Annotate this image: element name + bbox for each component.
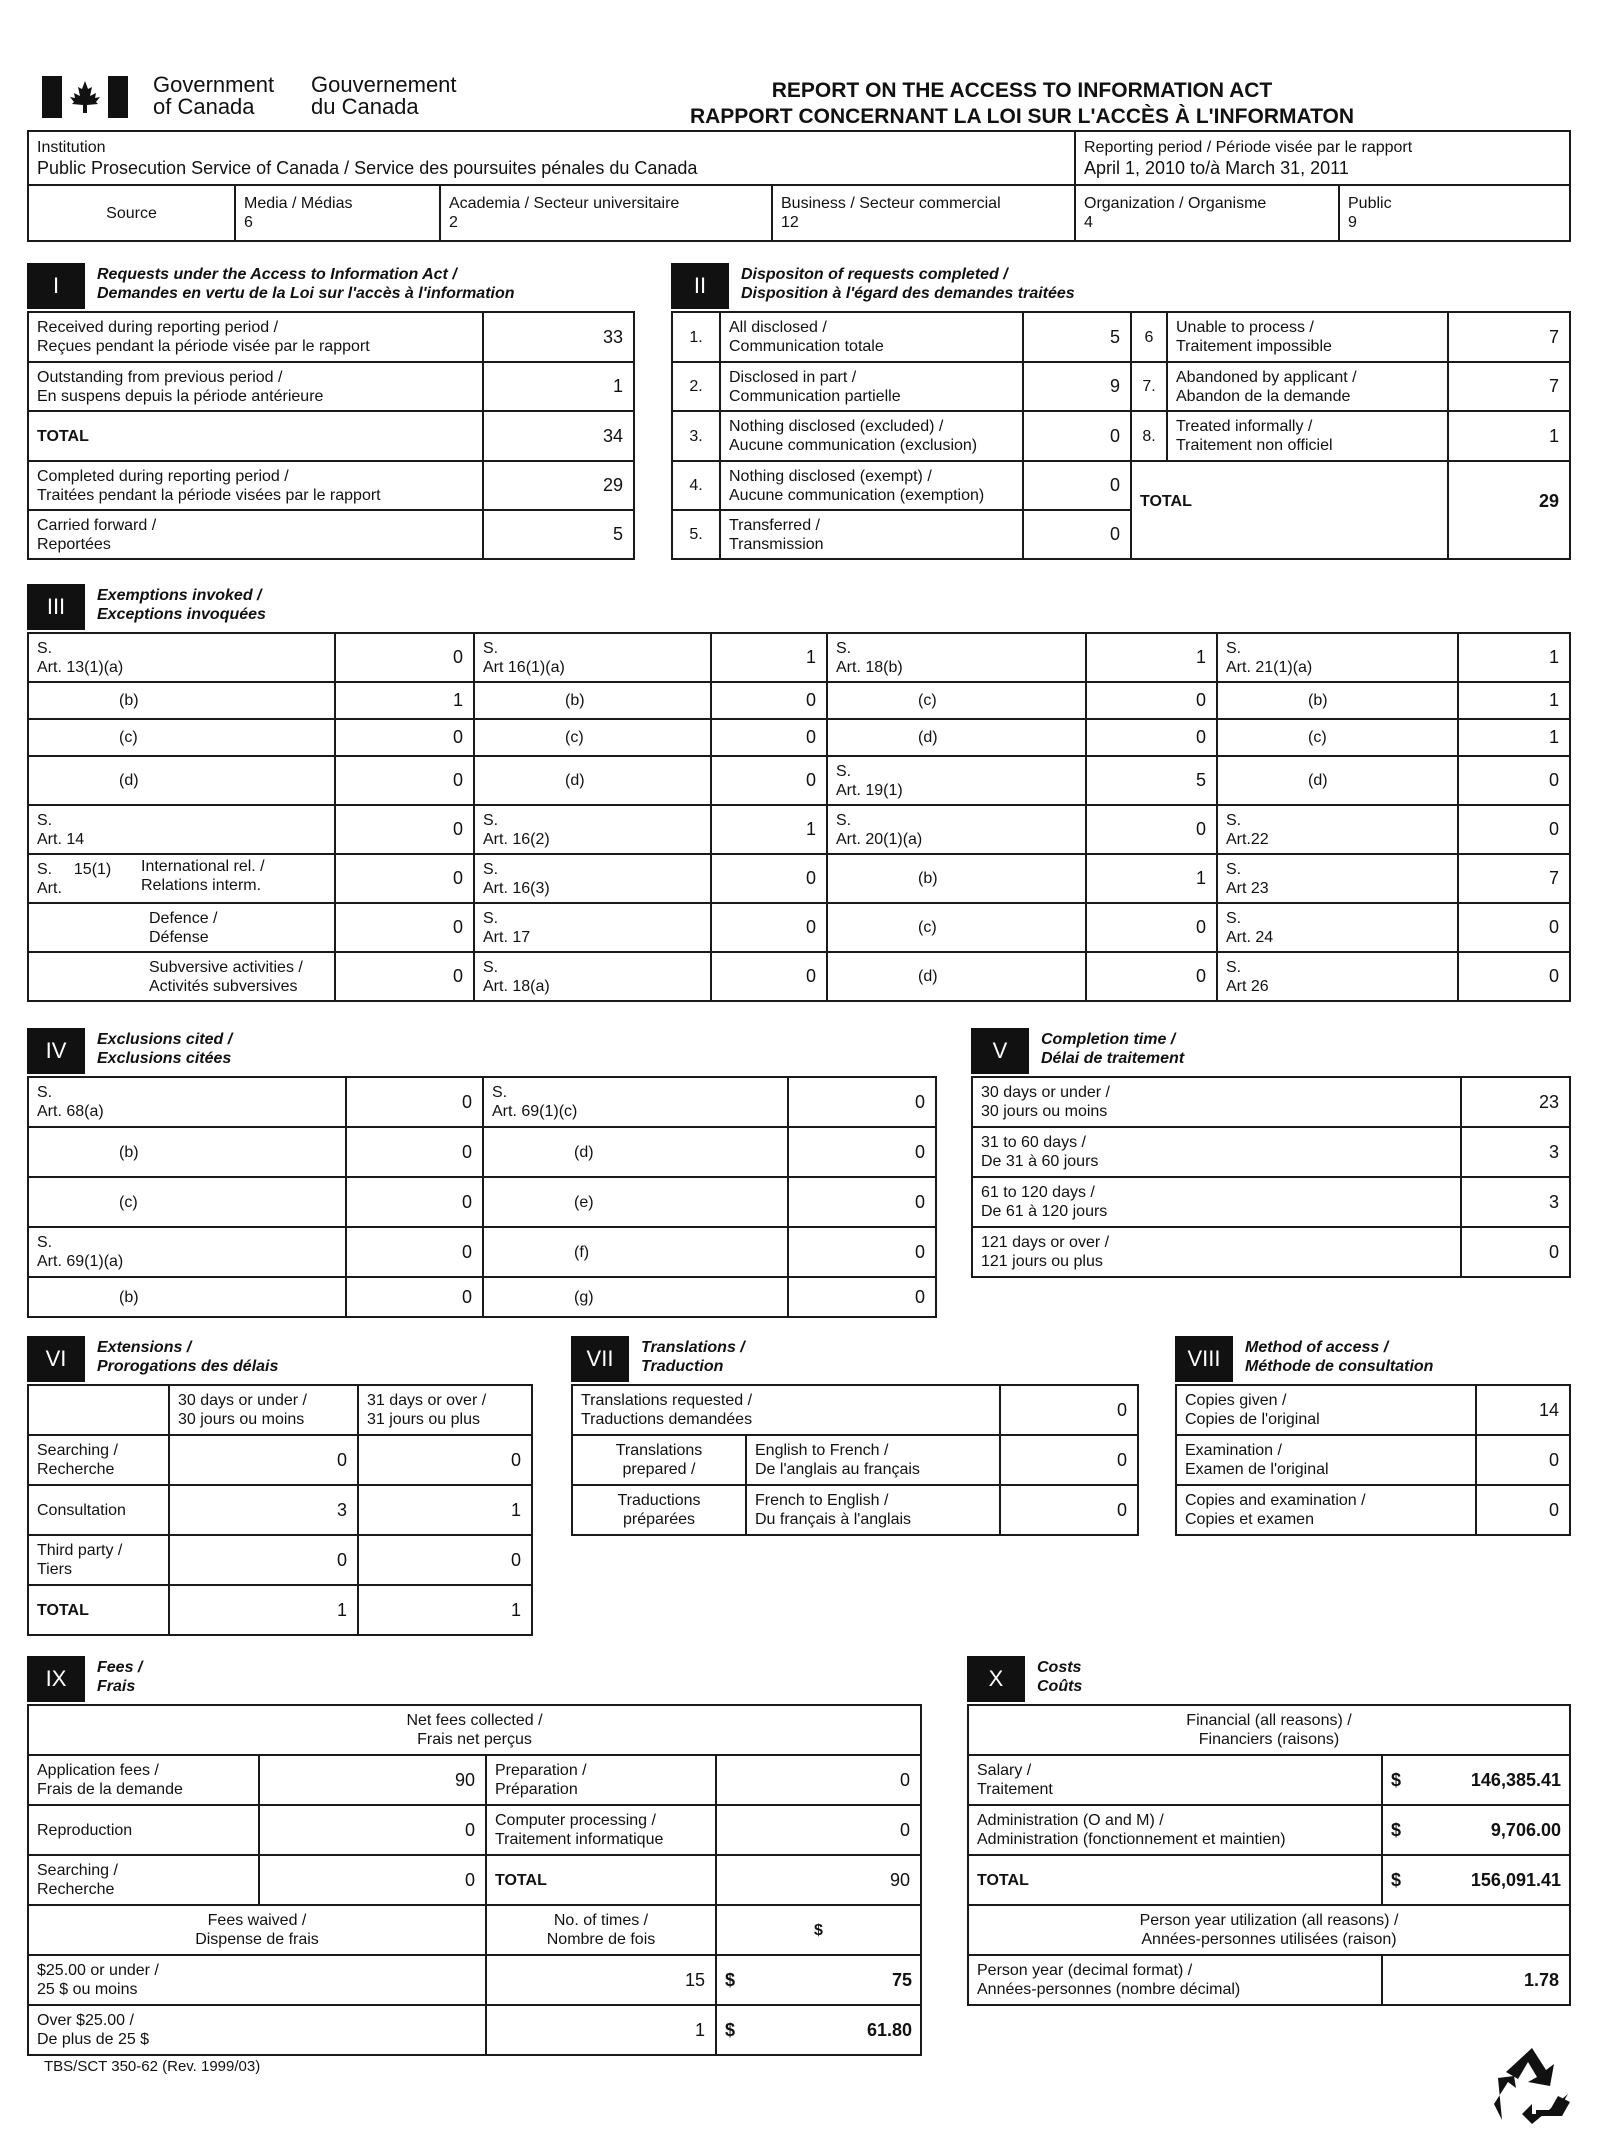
fees-table [27, 1704, 922, 2056]
cost-total-value: $ 156,091.41 [1382, 1855, 1570, 1905]
english-to-french-label: English to French / De l'anglais au français [746, 1435, 1000, 1485]
exclusion-label: (d) [483, 1127, 788, 1177]
exemption-label: S. Art.22 [1217, 805, 1458, 854]
requests-table [27, 311, 635, 560]
disp-label: Transferred / Transmission [720, 510, 1023, 559]
exemptions-table [27, 632, 1571, 1002]
waived-amount: $ 75 [716, 1955, 921, 2005]
exemption-value: 0 [1086, 682, 1217, 719]
exclusion-value: 0 [346, 1177, 483, 1227]
exclusion-value: 0 [788, 1077, 936, 1127]
ext-value: 1 [358, 1485, 532, 1535]
fee-label: Application fees / Frais de la demande [28, 1755, 259, 1805]
fee-label: Computer processing / Traitement informatique [486, 1805, 716, 1855]
time-value: 0 [1461, 1227, 1570, 1277]
french-to-english-value: 0 [1000, 1485, 1138, 1535]
translations-prepared-label: Translations prepared / [572, 1435, 746, 1485]
translations-requested-value: 0 [1000, 1385, 1138, 1435]
cost-total-label: TOTAL [968, 1855, 1382, 1905]
exclusion-label: (b) [28, 1277, 346, 1317]
exemption-label: S. Art. 19(1) [827, 756, 1086, 805]
ext-header-30: 30 days or under / 30 jours ou moins [169, 1385, 358, 1435]
dollar-header: $ [716, 1905, 921, 1955]
disp-num: 5. [672, 510, 720, 559]
exemption-value: 0 [335, 903, 474, 952]
exemption-label: (d) [1217, 756, 1458, 805]
section-iv-header: IV Exclusions cited / Exclusions citées [27, 1028, 627, 1074]
section-viii-header: VIII Method of access / Méthode de consultation [1175, 1336, 1571, 1382]
time-value: 3 [1461, 1177, 1570, 1227]
disp-total-value: 29 [1448, 461, 1570, 559]
time-label: 121 days or over / 121 jours ou plus [972, 1227, 1461, 1277]
extensions-table [27, 1384, 533, 1636]
exemption-label: S. Art. 17 [474, 903, 711, 952]
canada-flag-logo [42, 76, 128, 118]
ext-value: 0 [358, 1435, 532, 1485]
exemption-label: (c) [1217, 719, 1458, 756]
time-label: 31 to 60 days / De 31 à 60 jours [972, 1127, 1461, 1177]
exemption-value: 1 [1458, 682, 1570, 719]
exemption-label: S. Art 16(1)(a) [474, 633, 711, 682]
section-vii-header: VII Translations / Traduction [571, 1336, 971, 1382]
section-ii-header: II Dispositon of requests completed / Disposition à l'égard des demandes traitées [671, 263, 1271, 309]
exemption-label: S. Art. 13(1)(a) [28, 633, 335, 682]
financial-header: Financial (all reasons) / Financiers (raisons) [968, 1705, 1570, 1755]
french-to-english-label: French to English / Du français à l'anglais [746, 1485, 1000, 1535]
exemption-value: 0 [711, 719, 827, 756]
person-year-header: Person year utilization (all reasons) / Années-personnes utilisées (raison) [968, 1905, 1570, 1955]
fees-waived-header: Fees waived / Dispense de frais [28, 1905, 486, 1955]
fee-value: 90 [259, 1755, 486, 1805]
exclusion-label: (f) [483, 1227, 788, 1277]
exemption-label: (c) [474, 719, 711, 756]
access-label: Examination / Examen de l'original [1176, 1435, 1476, 1485]
disp-value: 0 [1023, 411, 1131, 461]
section-v-header: V Completion time / Délai de traitement [971, 1028, 1571, 1074]
time-value: 23 [1461, 1077, 1570, 1127]
exclusion-label: S. Art. 69(1)(a) [28, 1227, 346, 1277]
cost-value: $ 146,385.41 [1382, 1755, 1570, 1805]
translations-table [571, 1384, 1139, 1536]
person-year-label: Person year (decimal format) / Années-personnes (nombre décimal) [968, 1955, 1382, 2005]
fee-label: Reproduction [28, 1805, 259, 1855]
access-value: 0 [1476, 1435, 1570, 1485]
exclusion-label: S. Art. 68(a) [28, 1077, 346, 1127]
english-to-french-value: 0 [1000, 1435, 1138, 1485]
disp-value: 1 [1448, 411, 1570, 461]
recycle-icon [1488, 2042, 1576, 2126]
ext-label: Searching / Recherche [28, 1435, 169, 1485]
disp-num: 1. [672, 312, 720, 362]
source-media: Media / Médias 6 [235, 185, 440, 241]
exemption-value: 0 [711, 682, 827, 719]
exclusion-value: 0 [788, 1177, 936, 1227]
exemption-value: 1 [1086, 633, 1217, 682]
institution-cell: Institution Public Prosecution Service of Canada / Service des poursuites pénales du Canada [28, 131, 1075, 185]
time-value: 3 [1461, 1127, 1570, 1177]
disp-value: 7 [1448, 312, 1570, 362]
exemption-label: S. Art. 24 [1217, 903, 1458, 952]
disp-value: 5 [1023, 312, 1131, 362]
exclusion-label: (b) [28, 1127, 346, 1177]
exemption-value: 0 [335, 854, 474, 903]
fee-value: 0 [716, 1805, 921, 1855]
exclusion-value: 0 [346, 1277, 483, 1317]
exemption-value: 0 [1086, 952, 1217, 1001]
exemption-label: Subversive activities / Activités subversives [28, 952, 335, 1001]
exemption-value: 0 [1458, 952, 1570, 1001]
government-wordmark-en: Government of Canada [153, 72, 275, 119]
disp-label: Abandoned by applicant / Abandon de la demande [1167, 362, 1448, 411]
method-of-access-table [1175, 1384, 1571, 1536]
waived-label: $25.00 or under / 25 $ ou moins [28, 1955, 486, 2005]
exemption-label: S. Art 26 [1217, 952, 1458, 1001]
time-label: 30 days or under / 30 jours ou moins [972, 1077, 1461, 1127]
received-value: 33 [483, 312, 634, 362]
exemption-value: 0 [1458, 805, 1570, 854]
exemption-value: 1 [1458, 719, 1570, 756]
exclusion-value: 0 [346, 1077, 483, 1127]
exemption-value: 0 [1458, 903, 1570, 952]
exemption-value: 0 [335, 952, 474, 1001]
completed-value: 29 [483, 461, 634, 510]
ext-value: 1 [169, 1585, 358, 1635]
person-year-value: 1.78 [1382, 1955, 1570, 2005]
disp-label: Nothing disclosed (excluded) / Aucune communication (exclusion) [720, 411, 1023, 461]
access-value: 0 [1476, 1485, 1570, 1535]
exclusion-value: 0 [788, 1277, 936, 1317]
exemption-label: S. Art 23 [1217, 854, 1458, 903]
traductions-preparees-label: Traductions préparées [572, 1485, 746, 1535]
exemption-value: 0 [711, 903, 827, 952]
outstanding-label: Outstanding from previous period / En suspens depuis la période antérieure [28, 362, 483, 411]
ext-value: 0 [169, 1535, 358, 1585]
form-number: TBS/SCT 350-62 (Rev. 1999/03) [44, 2058, 261, 2075]
government-wordmark-fr: Gouvernement du Canada [311, 72, 457, 119]
source-label: Source [28, 185, 235, 241]
exemption-value: 1 [711, 805, 827, 854]
source-business: Business / Secteur commercial 12 [772, 185, 1075, 241]
exemption-label: (b) [28, 682, 335, 719]
exemption-label: S. Art. 16(2) [474, 805, 711, 854]
section-vi-header: VI Extensions / Prorogations des délais [27, 1336, 527, 1382]
disp-label: All disclosed / Communication totale [720, 312, 1023, 362]
exemption-value: 1 [1458, 633, 1570, 682]
exemption-label: S. Art. 16(3) [474, 854, 711, 903]
cost-label: Salary / Traitement [968, 1755, 1382, 1805]
access-value: 14 [1476, 1385, 1570, 1435]
exemption-value: 0 [711, 952, 827, 1001]
exemption-label: (d) [827, 719, 1086, 756]
ext-value: 1 [358, 1585, 532, 1635]
exemption-value: 0 [1458, 756, 1570, 805]
disp-value: 7 [1448, 362, 1570, 411]
reporting-period-cell: Reporting period / Période visée par le rapport April 1, 2010 to/à March 31, 2011 [1075, 131, 1570, 185]
empty-cell [28, 1385, 169, 1435]
section-x-header: X Costs Coûts [967, 1656, 1367, 1702]
disp-num: 8. [1131, 411, 1167, 461]
exemption-label: S. Art. 18(a) [474, 952, 711, 1001]
section-i-header: I Requests under the Access to Information Act / Demandes en vertu de la Loi sur l'accès à l'information [27, 263, 627, 309]
exemption-value: 0 [335, 633, 474, 682]
cost-label: Administration (O and M) / Administration (fonctionnement et maintien) [968, 1805, 1382, 1855]
source-academia: Academia / Secteur universitaire 2 [440, 185, 772, 241]
ext-label: Third party / Tiers [28, 1535, 169, 1585]
exemption-label: S. Art. 14 [28, 805, 335, 854]
exclusion-value: 0 [788, 1127, 936, 1177]
exemption-label: (d) [827, 952, 1086, 1001]
ext-value: 0 [358, 1535, 532, 1585]
exemption-value: 0 [335, 719, 474, 756]
exemption-value: 0 [335, 756, 474, 805]
exclusion-value: 0 [346, 1127, 483, 1177]
exemption-label: (d) [474, 756, 711, 805]
exemption-value: 0 [1086, 805, 1217, 854]
translations-requested-label: Translations requested / Traductions demandées [572, 1385, 1000, 1435]
disp-label: Disclosed in part / Communication partielle [720, 362, 1023, 411]
exemption-value: 1 [1086, 854, 1217, 903]
exemption-value: 5 [1086, 756, 1217, 805]
received-label: Received during reporting period / Reçues pendant la période visée par le rapport [28, 312, 483, 362]
exclusion-value: 0 [788, 1227, 936, 1277]
disp-num: 7. [1131, 362, 1167, 411]
report-title: REPORT ON THE ACCESS TO INFORMATION ACT RAPPORT CONCERNANT LA LOI SUR L'ACCÈS À L'INFORMATON [689, 79, 1355, 128]
exemption-value: 7 [1458, 854, 1570, 903]
exemption-value: 0 [335, 805, 474, 854]
disp-label: Unable to process / Traitement impossible [1167, 312, 1448, 362]
disp-label: Nothing disclosed (exempt) / Aucune communication (exemption) [720, 461, 1023, 510]
net-fees-header: Net fees collected / Frais net perçus [28, 1705, 921, 1755]
waived-count: 1 [486, 2005, 716, 2055]
exemption-label: S. Art. 18(b) [827, 633, 1086, 682]
completed-label: Completed during reporting period / Traitées pendant la période visées par le rapport [28, 461, 483, 510]
exclusion-label: (e) [483, 1177, 788, 1227]
exemption-label: Defence / Défense [28, 903, 335, 952]
exclusions-table [27, 1076, 937, 1318]
ext-value: 3 [169, 1485, 358, 1535]
exclusion-label: S. Art. 69(1)(c) [483, 1077, 788, 1127]
exemption-label: S. Art. 21(1)(a) [1217, 633, 1458, 682]
exemption-label: (b) [474, 682, 711, 719]
exclusion-label: (c) [28, 1177, 346, 1227]
source-public: Public 9 [1339, 185, 1570, 241]
disp-num: 4. [672, 461, 720, 510]
waived-count: 15 [486, 1955, 716, 2005]
fee-label: Preparation / Préparation [486, 1755, 716, 1805]
disposition-table [671, 311, 1571, 560]
source-organization: Organization / Organisme 4 [1075, 185, 1339, 241]
carried-forward-label: Carried forward / Reportées [28, 510, 483, 559]
exemption-label: S. Art.15(1) International rel. / Relations interm. [28, 854, 335, 903]
disp-value: 0 [1023, 461, 1131, 510]
exclusion-label: (g) [483, 1277, 788, 1317]
exemption-value: 1 [335, 682, 474, 719]
ext-header-31: 31 days or over / 31 jours ou plus [358, 1385, 532, 1435]
exemption-value: 0 [1086, 903, 1217, 952]
fee-label: Searching / Recherche [28, 1855, 259, 1905]
exemption-label: (b) [827, 854, 1086, 903]
access-label: Copies and examination / Copies et examen [1176, 1485, 1476, 1535]
completion-time-table [971, 1076, 1571, 1278]
exemption-label: S. Art. 20(1)(a) [827, 805, 1086, 854]
section-ix-header: IX Fees / Frais [27, 1656, 427, 1702]
fee-total-value: 90 [716, 1855, 921, 1905]
outstanding-value: 1 [483, 362, 634, 411]
disp-value: 0 [1023, 510, 1131, 559]
time-label: 61 to 120 days / De 61 à 120 jours [972, 1177, 1461, 1227]
waived-label: Over $25.00 / De plus de 25 $ [28, 2005, 486, 2055]
exemption-label: (d) [28, 756, 335, 805]
disp-label: Treated informally / Traitement non officiel [1167, 411, 1448, 461]
ext-label: Consultation [28, 1485, 169, 1535]
disp-num: 3. [672, 411, 720, 461]
access-label: Copies given / Copies de l'original [1176, 1385, 1476, 1435]
fee-value: 0 [716, 1755, 921, 1805]
total-label: TOTAL [28, 411, 483, 461]
source-table [27, 184, 1571, 242]
section-iii-header: III Exemptions invoked / Exceptions invoquées [27, 584, 627, 630]
fee-total-label: TOTAL [486, 1855, 716, 1905]
exemption-value: 1 [711, 633, 827, 682]
fee-value: 0 [259, 1805, 486, 1855]
carried-forward-value: 5 [483, 510, 634, 559]
institution-table [27, 130, 1571, 186]
times-header: No. of times / Nombre de fois [486, 1905, 716, 1955]
disp-num: 2. [672, 362, 720, 411]
exclusion-value: 0 [346, 1227, 483, 1277]
exemption-label: (b) [1217, 682, 1458, 719]
exemption-value: 0 [1086, 719, 1217, 756]
exemption-label: (c) [28, 719, 335, 756]
ext-total-label: TOTAL [28, 1585, 169, 1635]
exemption-label: (c) [827, 903, 1086, 952]
exemption-label: (c) [827, 682, 1086, 719]
total-value: 34 [483, 411, 634, 461]
disp-value: 9 [1023, 362, 1131, 411]
ext-value: 0 [169, 1435, 358, 1485]
costs-table [967, 1704, 1571, 2006]
exemption-value: 0 [711, 756, 827, 805]
cost-value: $ 9,706.00 [1382, 1805, 1570, 1855]
disp-num: 6 [1131, 312, 1167, 362]
waived-amount: $ 61.80 [716, 2005, 921, 2055]
fee-value: 0 [259, 1855, 486, 1905]
disp-total-label: TOTAL [1131, 461, 1448, 559]
exemption-value: 0 [711, 854, 827, 903]
